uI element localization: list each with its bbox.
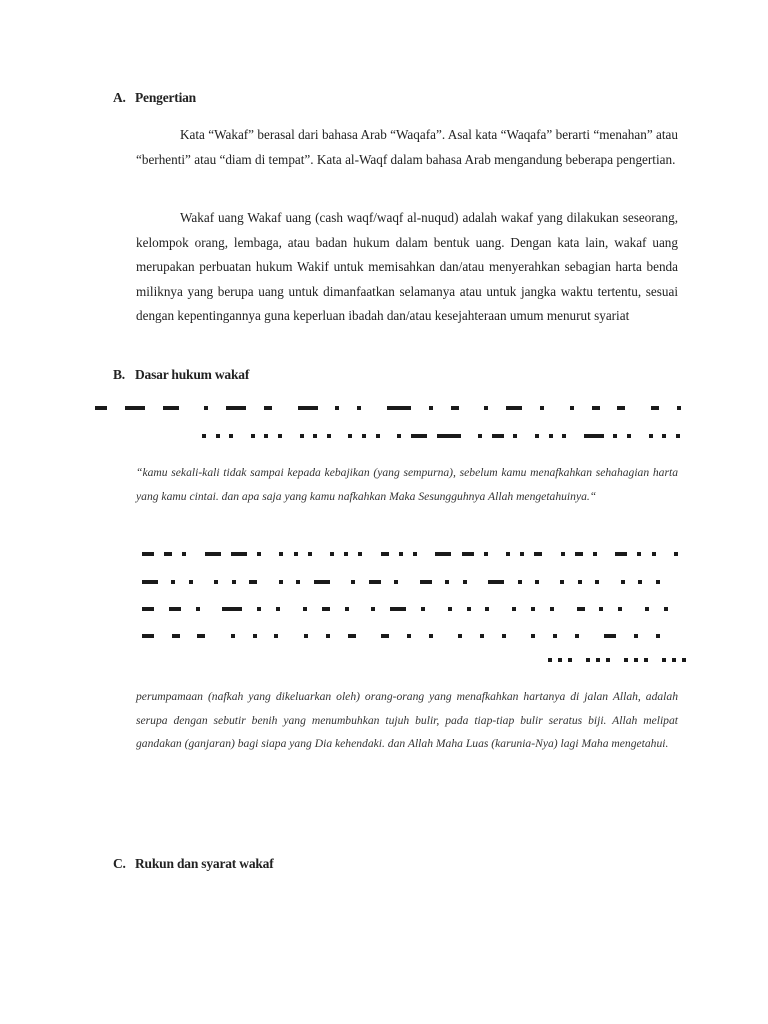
arabic-glyph bbox=[553, 634, 557, 638]
arabic-glyph bbox=[652, 552, 656, 556]
arabic-glyph bbox=[599, 607, 603, 611]
arabic-glyph bbox=[279, 552, 283, 556]
arabic-glyph bbox=[381, 552, 389, 556]
arabic-glyph bbox=[296, 580, 300, 584]
arabic-glyph bbox=[488, 580, 504, 584]
arabic-verse-2-line-3 bbox=[142, 605, 672, 613]
arabic-glyph bbox=[540, 406, 544, 410]
arabic-glyph bbox=[664, 607, 668, 611]
arabic-glyph bbox=[335, 406, 339, 410]
arabic-glyph bbox=[222, 607, 242, 611]
arabic-glyph bbox=[575, 552, 583, 556]
arabic-glyph bbox=[506, 552, 510, 556]
arabic-glyph bbox=[95, 406, 107, 410]
arabic-glyph bbox=[358, 552, 362, 556]
arabic-glyph bbox=[314, 580, 330, 584]
arabic-glyph bbox=[313, 434, 317, 438]
arabic-glyph bbox=[407, 634, 411, 638]
arabic-glyph bbox=[531, 634, 535, 638]
arabic-glyph bbox=[596, 658, 600, 662]
arabic-glyph bbox=[613, 434, 617, 438]
arabic-verse-2-line-2 bbox=[142, 578, 672, 586]
arabic-glyph bbox=[249, 580, 257, 584]
arabic-glyph bbox=[651, 406, 659, 410]
arabic-glyph bbox=[584, 434, 604, 438]
arabic-glyph bbox=[304, 634, 308, 638]
arabic-glyph bbox=[435, 552, 451, 556]
arabic-glyph bbox=[478, 434, 482, 438]
arabic-glyph bbox=[397, 434, 401, 438]
arabic-glyph bbox=[656, 634, 660, 638]
arabic-glyph bbox=[276, 607, 280, 611]
arabic-glyph bbox=[618, 607, 622, 611]
arabic-glyph bbox=[448, 607, 452, 611]
arabic-glyph bbox=[644, 658, 648, 662]
definition-text: Kata “Wakaf” berasal dari bahasa Arab “Waqafa”. Asal kata “Waqafa” berarti “menahan” atau “berhenti” atau “diam di tempat”. Kata al-Waqf dalam bahasa Arab mengandung beberapa pengertian. bbox=[136, 127, 678, 167]
arabic-glyph bbox=[621, 580, 625, 584]
arabic-glyph bbox=[463, 580, 467, 584]
arabic-glyph bbox=[257, 607, 261, 611]
arabic-glyph bbox=[294, 552, 298, 556]
section-a-heading bbox=[113, 90, 196, 106]
arabic-glyph bbox=[462, 552, 474, 556]
arabic-glyph bbox=[676, 434, 680, 438]
arabic-verse-2-line-1 bbox=[142, 550, 682, 558]
arabic-glyph bbox=[429, 406, 433, 410]
arabic-glyph bbox=[672, 658, 676, 662]
arabic-glyph bbox=[645, 607, 649, 611]
arabic-glyph bbox=[253, 634, 257, 638]
arabic-glyph bbox=[506, 406, 522, 410]
arabic-glyph bbox=[634, 658, 638, 662]
arabic-glyph bbox=[467, 607, 471, 611]
arabic-glyph bbox=[451, 406, 459, 410]
section-a-title: Pengertian bbox=[135, 90, 196, 105]
arabic-glyph bbox=[520, 552, 524, 556]
arabic-glyph bbox=[345, 607, 349, 611]
arabic-glyph bbox=[362, 434, 366, 438]
arabic-glyph bbox=[214, 580, 218, 584]
arabic-glyph bbox=[205, 552, 221, 556]
arabic-glyph bbox=[226, 406, 246, 410]
arabic-glyph bbox=[278, 434, 282, 438]
arabic-glyph bbox=[164, 552, 172, 556]
section-b-letter: B. bbox=[113, 367, 125, 382]
arabic-glyph bbox=[264, 434, 268, 438]
arabic-glyph bbox=[171, 580, 175, 584]
arabic-glyph bbox=[561, 552, 565, 556]
arabic-glyph bbox=[485, 607, 489, 611]
arabic-glyph bbox=[204, 406, 208, 410]
arabic-glyph bbox=[593, 552, 597, 556]
arabic-glyph bbox=[387, 406, 411, 410]
arabic-glyph bbox=[390, 607, 406, 611]
arabic-glyph bbox=[196, 607, 200, 611]
arabic-glyph bbox=[656, 580, 660, 584]
arabic-glyph bbox=[142, 580, 158, 584]
arabic-glyph bbox=[562, 434, 566, 438]
arabic-glyph bbox=[202, 434, 206, 438]
arabic-glyph bbox=[300, 434, 304, 438]
arabic-glyph bbox=[662, 658, 666, 662]
arabic-glyph bbox=[577, 607, 585, 611]
arabic-glyph bbox=[592, 406, 600, 410]
section-c-letter: C. bbox=[113, 856, 126, 871]
arabic-glyph bbox=[371, 607, 375, 611]
arabic-glyph bbox=[229, 434, 233, 438]
arabic-glyph bbox=[394, 580, 398, 584]
arabic-glyph bbox=[649, 434, 653, 438]
arabic-glyph bbox=[677, 406, 681, 410]
arabic-glyph bbox=[169, 607, 181, 611]
arabic-glyph bbox=[549, 434, 553, 438]
arabic-glyph bbox=[399, 552, 403, 556]
arabic-glyph bbox=[308, 552, 312, 556]
arabic-glyph bbox=[189, 580, 193, 584]
arabic-glyph bbox=[369, 580, 381, 584]
arabic-glyph bbox=[257, 552, 261, 556]
arabic-glyph bbox=[606, 658, 610, 662]
arabic-glyph bbox=[348, 434, 352, 438]
arabic-glyph bbox=[142, 552, 154, 556]
arabic-glyph bbox=[381, 634, 389, 638]
arabic-glyph bbox=[420, 580, 432, 584]
arabic-glyph bbox=[682, 658, 686, 662]
arabic-glyph bbox=[560, 580, 564, 584]
arabic-glyph bbox=[480, 634, 484, 638]
arabic-glyph bbox=[586, 658, 590, 662]
arabic-glyph bbox=[421, 607, 425, 611]
arabic-glyph bbox=[376, 434, 380, 438]
arabic-glyph bbox=[437, 434, 461, 438]
arabic-glyph bbox=[534, 552, 542, 556]
arabic-glyph bbox=[570, 406, 574, 410]
arabic-glyph bbox=[298, 406, 318, 410]
arabic-glyph bbox=[125, 406, 145, 410]
arabic-glyph bbox=[411, 434, 427, 438]
arabic-glyph bbox=[604, 634, 616, 638]
arabic-glyph bbox=[163, 406, 179, 410]
arabic-glyph bbox=[142, 607, 154, 611]
arabic-glyph bbox=[512, 607, 516, 611]
arabic-glyph bbox=[216, 434, 220, 438]
arabic-glyph bbox=[484, 552, 488, 556]
translation-verse-1: “kamu sekali-kali tidak sampai kepada kebajikan (yang sempurna), sebelum kamu menafkahkan sehahagian harta yang kamu cintai. dan apa saja yang kamu nafkahkan Maka Sesungguhnya Allah mengetahuinya.“ bbox=[136, 466, 678, 503]
arabic-glyph bbox=[550, 607, 554, 611]
arabic-glyph bbox=[615, 552, 627, 556]
arabic-glyph bbox=[197, 634, 205, 638]
arabic-glyph bbox=[326, 634, 330, 638]
arabic-verse-2-line-4 bbox=[142, 632, 672, 640]
arabic-glyph bbox=[627, 434, 631, 438]
arabic-glyph bbox=[330, 552, 334, 556]
arabic-glyph bbox=[327, 434, 331, 438]
section-a-letter: A. bbox=[113, 90, 126, 105]
arabic-glyph bbox=[624, 658, 628, 662]
arabic-glyph bbox=[348, 634, 356, 638]
cash-waqf-text: Wakaf uang Wakaf uang (cash waqf/waqf al-nuqud) adalah wakaf yang dilakukan seseorang, kelompok orang, lembaga, atau badan hukum dalam bentuk uang. Dengan kata lain, wakaf uang merupakan perbuatan hukum Wakif untuk memisahkan dan/atau menyerahkan sebagian harta benda miliknya yang berupa uang untuk dimanfaatkan selamanya atau untuk jangka waktu tertentu, sesuai dengan kepentingannya guna keperluan ibadah dan/atau kesejahteraan umum menurut syariat bbox=[136, 210, 678, 324]
translation-verse-2: perumpamaan (nafkah yang dikeluarkan oleh) orang-orang yang menafkahkan hartanya di jalan Allah, adalah serupa dengan sebutir benih yang menumbuhkan tujuh bulir, pada tiap-tiap bulir seratus biji. Allah melipat gandakan (ganjaran) bagi siapa yang Dia kehendaki. dan Allah Maha Luas (karunia-Nya) lagi Maha mengetahui. bbox=[136, 690, 678, 751]
arabic-verse-1-line-2 bbox=[202, 432, 692, 440]
arabic-glyph bbox=[445, 580, 449, 584]
arabic-glyph bbox=[558, 658, 562, 662]
arabic-glyph bbox=[638, 580, 642, 584]
arabic-glyph bbox=[548, 658, 552, 662]
arabic-glyph bbox=[232, 580, 236, 584]
arabic-glyph bbox=[231, 552, 247, 556]
arabic-glyph bbox=[535, 580, 539, 584]
arabic-glyph bbox=[413, 552, 417, 556]
arabic-glyph bbox=[578, 580, 582, 584]
arabic-verse-1-line-1 bbox=[95, 404, 685, 412]
arabic-glyph bbox=[344, 552, 348, 556]
arabic-glyph bbox=[142, 634, 154, 638]
section-c-title: Rukun dan syarat wakaf bbox=[135, 856, 274, 871]
arabic-glyph bbox=[531, 607, 535, 611]
arabic-glyph bbox=[674, 552, 678, 556]
arabic-glyph bbox=[322, 607, 330, 611]
arabic-glyph bbox=[484, 406, 488, 410]
arabic-glyph bbox=[429, 634, 433, 638]
arabic-glyph bbox=[617, 406, 625, 410]
arabic-glyph bbox=[535, 434, 539, 438]
arabic-glyph bbox=[251, 434, 255, 438]
arabic-glyph bbox=[182, 552, 186, 556]
section-b-title: Dasar hukum wakaf bbox=[135, 367, 250, 382]
section-c-heading bbox=[113, 856, 274, 872]
arabic-glyph bbox=[568, 658, 572, 662]
cash-waqf-paragraph bbox=[136, 206, 678, 329]
arabic-glyph bbox=[279, 580, 283, 584]
arabic-glyph bbox=[634, 634, 638, 638]
arabic-glyph bbox=[458, 634, 462, 638]
arabic-glyph bbox=[595, 580, 599, 584]
arabic-glyph bbox=[231, 634, 235, 638]
arabic-glyph bbox=[575, 634, 579, 638]
arabic-glyph bbox=[172, 634, 180, 638]
arabic-glyph bbox=[662, 434, 666, 438]
definition-paragraph bbox=[136, 123, 678, 172]
arabic-glyph bbox=[351, 580, 355, 584]
arabic-glyph bbox=[303, 607, 307, 611]
arabic-glyph bbox=[637, 552, 641, 556]
arabic-glyph bbox=[274, 634, 278, 638]
arabic-glyph bbox=[357, 406, 361, 410]
arabic-verse-2-line-5 bbox=[548, 656, 698, 664]
arabic-glyph bbox=[264, 406, 272, 410]
arabic-glyph bbox=[502, 634, 506, 638]
section-b-heading bbox=[113, 367, 249, 383]
arabic-glyph bbox=[492, 434, 504, 438]
arabic-glyph bbox=[518, 580, 522, 584]
arabic-glyph bbox=[513, 434, 517, 438]
